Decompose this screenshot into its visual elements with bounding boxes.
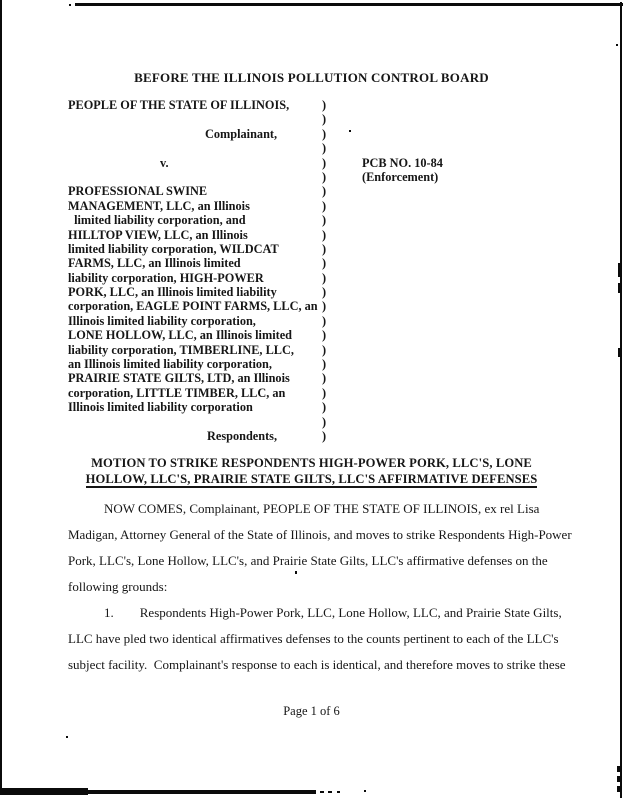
caption-case-type: (Enforcement) [362, 169, 439, 184]
caption-row [0, 271, 623, 285]
caption-paren: ) [322, 299, 327, 314]
caption-row [0, 299, 623, 313]
caption-party-text: PEOPLE OF THE STATE OF ILLINOIS, [68, 98, 290, 112]
caption-party-text: LONE HOLLOW, LLC, an Illinois limited [68, 328, 293, 343]
caption-paren: ) [322, 357, 327, 372]
body-line: Pork, LLC's, Lone Hollow, LLC's, and Prairie State Gilts, LLC's affirmative defenses on the [68, 553, 548, 568]
page-number: Page 1 of 6 [283, 704, 340, 718]
caption-paren: ) [322, 155, 327, 170]
scan-dash [617, 766, 621, 772]
caption-row [0, 328, 623, 342]
scan-speck [69, 4, 71, 6]
caption-party-text: corporation, EAGLE POINT FARMS, LLC, an [68, 299, 318, 314]
caption-row [0, 184, 623, 198]
caption-party-text: Illinois limited liability corporation [68, 400, 253, 415]
caption-row [0, 213, 623, 227]
motion-title-line2 [0, 472, 623, 489]
caption-paren: ) [322, 256, 327, 271]
caption-paren: ) [322, 169, 327, 184]
caption-row [0, 386, 623, 400]
caption-row [0, 141, 623, 155]
scan-dash [617, 776, 621, 782]
scan-border-top [75, 3, 623, 6]
caption-paren: ) [322, 414, 327, 429]
caption-paren: ) [322, 371, 327, 386]
scan-border-bottom [88, 790, 316, 794]
caption-party-text: PROFESSIONAL SWINE [68, 184, 208, 199]
body-line: subject facility. Complainant's response to each is identical, and therefore moves to strike these [68, 657, 566, 672]
caption-paren: ) [322, 112, 327, 127]
scan-border-bottom-thick [0, 788, 88, 795]
motion-body [0, 501, 623, 683]
caption-party-text: FARMS, LLC, an Illinois limited [68, 256, 241, 271]
caption-party-text: corporation, LITTLE TIMBER, LLC, an [68, 385, 286, 400]
caption-party-text: MANAGEMENT, LLC, an Illinois [68, 198, 250, 213]
motion-title [0, 456, 623, 488]
scan-dot [328, 791, 332, 793]
caption-paren: ) [322, 227, 327, 242]
caption-party-text: Illinois limited liability corporation, [68, 313, 256, 328]
scan-dot [337, 791, 340, 793]
caption-party-text: PORK, LLC, an Illinois limited liability [68, 285, 277, 300]
caption-paren: ) [322, 285, 327, 300]
caption-paren: ) [322, 241, 327, 256]
caption-row [0, 256, 623, 270]
caption-paren: ) [322, 184, 327, 199]
scan-dot [364, 790, 366, 792]
caption-paren: ) [322, 198, 327, 213]
caption-paren: ) [322, 270, 327, 285]
caption-paren: ) [322, 213, 327, 228]
case-caption [0, 98, 623, 443]
caption-row [0, 228, 623, 242]
caption-paren: ) [322, 385, 327, 400]
court-title: BEFORE THE ILLINOIS POLLUTION CONTROL BOARD [134, 70, 489, 85]
caption-party-text: PRAIRIE STATE GILTS, LTD, an Illinois [68, 371, 290, 386]
body-line: NOW COMES, Complainant, PEOPLE OF THE STATE OF ILLINOIS, ex rel Lisa [104, 501, 540, 516]
caption-row [0, 98, 623, 112]
caption-row [0, 112, 623, 126]
motion-title-line1: MOTION TO STRIKE RESPONDENTS HIGH-POWER PORK, LLC'S, LONE [91, 456, 532, 470]
body-line: following grounds: [68, 579, 168, 594]
body-line: Madigan, Attorney General of the State of Illinois, and moves to strike Respondents High-Power [68, 527, 572, 542]
caption-party-text: an Illinois limited liability corporation, [68, 357, 272, 372]
scan-speck [66, 736, 68, 738]
caption-party-text: limited liability corporation, and [71, 213, 246, 228]
caption-row [0, 314, 623, 328]
caption-party-text: Respondents, [207, 428, 278, 443]
scan-dot [320, 791, 324, 793]
caption-row [0, 343, 623, 357]
caption-row [0, 371, 623, 385]
caption-row [0, 127, 623, 141]
caption-row [0, 242, 623, 256]
caption-paren: ) [322, 313, 327, 328]
caption-party-text: liability corporation, TIMBERLINE, LLC, [68, 342, 294, 357]
body-line: LLC have pled two identical affirmatives defenses to the counts pertinent to each of the LLC's [68, 631, 559, 646]
caption-party-text: HILLTOP VIEW, LLC, an Illinois [68, 227, 248, 242]
caption-row [0, 415, 623, 429]
caption-paren: ) [322, 428, 327, 443]
body-line: 1. Respondents High-Power Pork, LLC, Lone Hollow, LLC, and Prairie State Gilts, [104, 605, 562, 620]
caption-row [0, 170, 623, 184]
caption-party-text: Complainant, [205, 126, 278, 141]
caption-case-number: PCB NO. 10-84 [362, 155, 443, 170]
caption-row [0, 285, 623, 299]
caption-row [0, 429, 623, 443]
caption-paren: ) [322, 342, 327, 357]
motion-title-line2-text: HOLLOW, LLC'S, PRAIRIE STATE GILTS, LLC'S AFFIRMATIVE DEFENSES [86, 473, 538, 489]
caption-party-text: v. [160, 155, 169, 170]
caption-party-text: limited liability corporation, WILDCAT [68, 241, 279, 256]
scan-speck [616, 44, 618, 46]
caption-paren: ) [322, 98, 327, 112]
caption-row [0, 357, 623, 371]
caption-party-text: liability corporation, HIGH-POWER [68, 270, 264, 285]
caption-row [0, 156, 623, 170]
scan-dash [617, 786, 621, 792]
caption-row [0, 400, 623, 414]
caption-paren: ) [322, 141, 327, 156]
caption-paren: ) [322, 400, 327, 415]
caption-paren: ) [322, 126, 327, 141]
caption-row [0, 199, 623, 213]
caption-paren: ) [322, 328, 327, 343]
